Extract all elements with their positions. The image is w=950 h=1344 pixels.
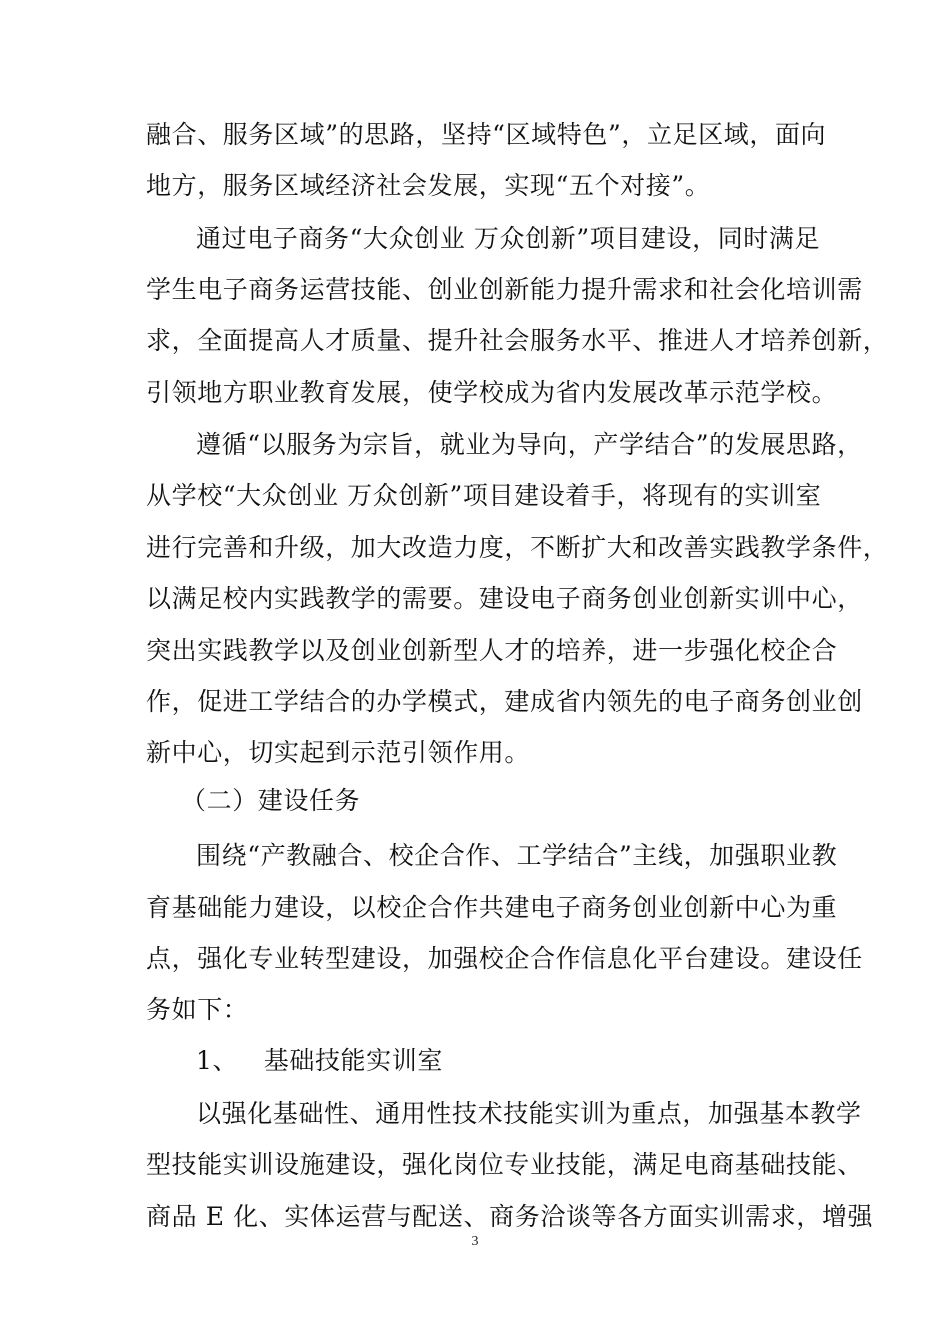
text-line: 地方，服务区域经济社会发展，实现“五个对接”。 [146,171,711,200]
text-line: 务如下： [146,995,249,1024]
text-line: 进行完善和升级，加大改造力度，不断扩大和改善实践教学条件， [146,533,889,562]
section-heading: （二）建设任务 [181,786,361,815]
text-line: 作，促进工学结合的办学模式，建成省内领先的电子商务创业创 [146,687,863,716]
paragraph-start-line: 遵循“以服务为宗旨，就业为导向，产学结合”的发展思路， [196,430,863,459]
text-line: 从学校“大众创业 万众创新”项目建设着手，将现有的实训室 [146,481,822,510]
text-line: 商品 E 化、实体运营与配送、商务洽谈等各方面实训需求，增强 [146,1202,874,1231]
text-line: 点，强化专业转型建设，加强校企合作信息化平台建设。建设任 [146,944,863,973]
page-number: 3 [471,1234,479,1249]
text-line: 融合、服务区域”的思路，坚持“区域特色”，立足区域，面向 [146,120,827,149]
text-line: 突出实践教学以及创业创新型人才的培养，进一步强化校企合 [146,636,838,665]
paragraph-start-line: 围绕“产教融合、校企合作、工学结合”主线，加强职业教 [196,841,838,870]
paragraph-start-line: 以强化基础性、通用性技术技能实训为重点，加强基本教学 [196,1099,862,1128]
text-line: 引领地方职业教育发展，使学校成为省内发展改革示范学校。 [146,378,838,407]
text-line: 学生电子商务运营技能、创业创新能力提升需求和社会化培训需 [146,275,863,304]
text-line: 以满足校内实践教学的需要。建设电子商务创业创新实训中心， [146,584,863,613]
text-line: 求，全面提高人才质量、提升社会服务水平、推进人才培养创新， [146,326,889,355]
subsection-heading: 1、 基础技能实训室 [196,1046,443,1075]
text-line: 新中心，切实起到示范引领作用。 [146,738,531,767]
text-line: 型技能实训设施建设，强化岗位专业技能，满足电商基础技能、 [146,1150,863,1179]
text-line: 育基础能力建设，以校企合作共建电子商务创业创新中心为重 [146,893,838,922]
paragraph-start-line: 通过电子商务“大众创业 万众创新”项目建设，同时满足 [196,224,821,253]
